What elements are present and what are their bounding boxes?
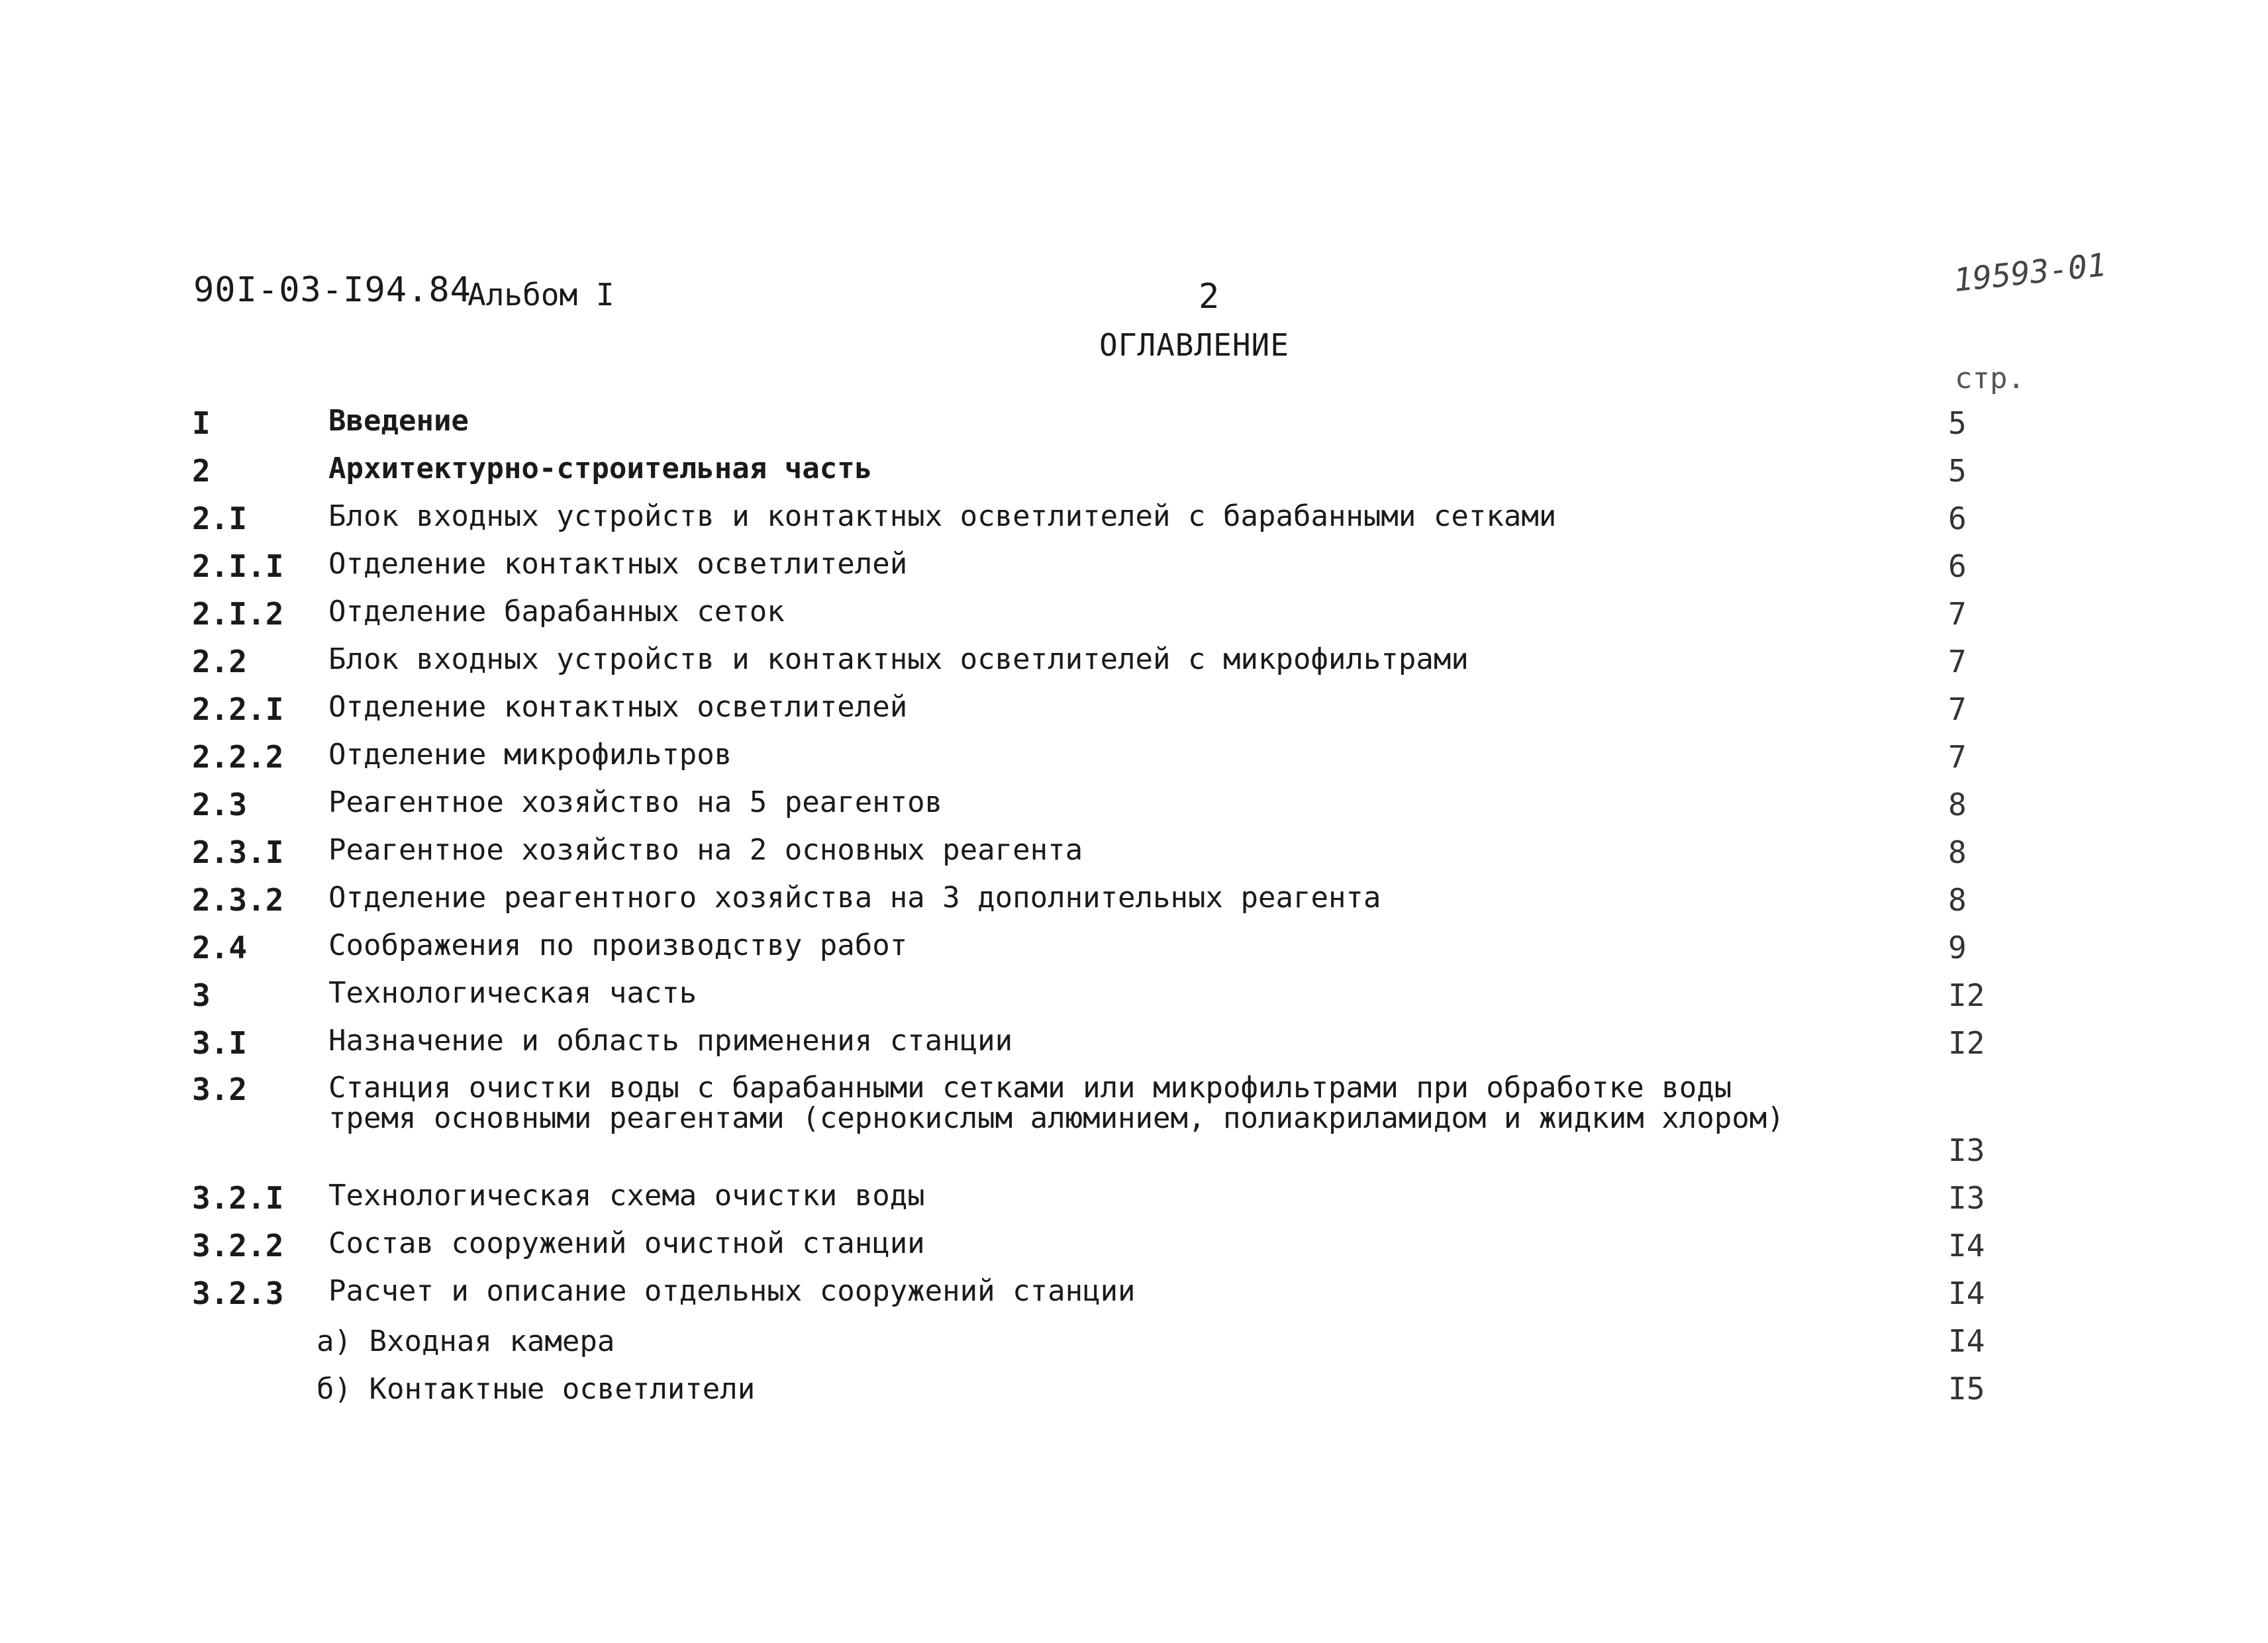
toc-page: 7 bbox=[1948, 644, 1967, 679]
toc-page: I4 bbox=[1948, 1323, 1985, 1359]
toc-number: 2.3 bbox=[192, 787, 248, 822]
toc-subrow bbox=[0, 1323, 2268, 1371]
toc-page: 8 bbox=[1948, 882, 1967, 918]
toc-page: 5 bbox=[1948, 453, 1967, 489]
toc-row bbox=[0, 644, 2268, 691]
toc-text: Назначение и область применения станции bbox=[328, 1024, 1013, 1058]
toc-title: ОГЛАВЛЕНИЕ bbox=[1099, 327, 1289, 363]
toc-page: I4 bbox=[1948, 1275, 1985, 1311]
toc-row bbox=[0, 1180, 2268, 1228]
toc-row bbox=[0, 977, 2268, 1025]
toc-number: 3.2.I bbox=[192, 1180, 284, 1216]
toc-page: 9 bbox=[1948, 930, 1967, 966]
toc-text: Введение bbox=[328, 404, 469, 438]
pages-column-label: стр. bbox=[1955, 362, 2025, 395]
toc-text: Состав сооружений очистной станции bbox=[328, 1226, 925, 1260]
toc-page: I3 bbox=[1948, 1132, 1985, 1168]
toc-page: 5 bbox=[1948, 405, 1967, 441]
toc-text: Соображения по производству работ bbox=[328, 928, 908, 962]
toc-text: Отделение контактных осветлителей bbox=[328, 690, 908, 724]
toc-row bbox=[0, 501, 2268, 548]
toc-subentry-text: б) Контактные осветлители bbox=[317, 1372, 756, 1406]
toc-subrow bbox=[0, 1371, 2268, 1419]
toc-text: Блок входных устройств и контактных осветлителей с микрофильтрами bbox=[328, 642, 1469, 676]
handwritten-stamp: 19593-01 bbox=[1951, 246, 2108, 299]
toc-number: 2.I.I bbox=[192, 548, 284, 584]
toc-number: 2 bbox=[192, 453, 211, 489]
toc-number: 3.2 bbox=[192, 1071, 248, 1107]
toc-text: Блок входных устройств и контактных осветлителей с барабанными сетками bbox=[328, 499, 1557, 533]
toc-number: 2.2.I bbox=[192, 691, 284, 727]
toc-page: 8 bbox=[1948, 834, 1967, 870]
toc-page: 8 bbox=[1948, 787, 1967, 822]
toc-row bbox=[0, 834, 2268, 882]
page-number: 2 bbox=[1199, 277, 1220, 317]
toc-number: I bbox=[192, 405, 211, 441]
toc-number: 3.I bbox=[192, 1025, 248, 1061]
toc-number: 2.2 bbox=[192, 644, 248, 679]
toc-row bbox=[0, 787, 2268, 834]
toc-number: 3.2.3 bbox=[192, 1275, 284, 1311]
toc-text: Реагентное хозяйство на 5 реагентов bbox=[328, 785, 943, 819]
toc-number: 2.2.2 bbox=[192, 739, 284, 775]
toc-number: 2.I bbox=[192, 501, 248, 536]
toc-page: 7 bbox=[1948, 596, 1967, 632]
toc-row bbox=[0, 1228, 2268, 1275]
toc-page: 7 bbox=[1948, 739, 1967, 775]
toc-number: 3 bbox=[192, 977, 211, 1013]
toc-page: I4 bbox=[1948, 1228, 1985, 1264]
toc-page: 6 bbox=[1948, 548, 1967, 584]
toc-row bbox=[0, 1025, 2268, 1073]
toc-text: Отделение реагентного хозяйства на 3 дополнительных реагента bbox=[328, 881, 1381, 915]
toc-row bbox=[0, 453, 2268, 501]
toc-row bbox=[0, 596, 2268, 644]
toc-row bbox=[0, 548, 2268, 596]
toc-row bbox=[0, 739, 2268, 787]
toc-number: 2.3.I bbox=[192, 834, 284, 870]
toc-row bbox=[0, 1071, 2268, 1177]
toc-page: I2 bbox=[1948, 1025, 1985, 1061]
toc-row bbox=[0, 1275, 2268, 1323]
toc-text: Технологическая часть bbox=[328, 976, 697, 1010]
toc-text: Отделение барабанных сеток bbox=[328, 595, 785, 628]
document-code: 90I-03-I94.84 bbox=[193, 270, 471, 310]
toc-row bbox=[0, 930, 2268, 977]
toc-page: 6 bbox=[1948, 501, 1967, 536]
toc-page: 7 bbox=[1948, 691, 1967, 727]
toc-text: Расчет и описание отдельных сооружений станции bbox=[328, 1274, 1136, 1308]
toc-row bbox=[0, 691, 2268, 739]
toc-page: I3 bbox=[1948, 1180, 1985, 1216]
toc-text: Станция очистки воды с барабанными сетками или микрофильтрами при обработке воды тремя основными реагентами (сернокислым алюминием, полиакриламидом и жидким хлором) bbox=[328, 1071, 1785, 1135]
toc-row bbox=[0, 882, 2268, 930]
toc-number: 2.3.2 bbox=[192, 882, 284, 918]
toc-page: I5 bbox=[1948, 1371, 1985, 1407]
toc-page: I2 bbox=[1948, 977, 1985, 1013]
toc-text: Архитектурно-строительная часть bbox=[328, 452, 873, 485]
toc-number: 2.4 bbox=[192, 930, 248, 966]
toc-row bbox=[0, 405, 2268, 453]
album-label: Альбом I bbox=[468, 277, 615, 313]
toc-subentry-text: а) Входная камера bbox=[317, 1324, 615, 1358]
toc-text: Отделение микрофильтров bbox=[328, 738, 732, 772]
toc-number: 3.2.2 bbox=[192, 1228, 284, 1264]
toc-text: Технологическая схема очистки воды bbox=[328, 1179, 925, 1213]
toc-text: Отделение контактных осветлителей bbox=[328, 547, 908, 581]
toc-number: 2.I.2 bbox=[192, 596, 284, 632]
toc-text: Реагентное хозяйство на 2 основных реагента bbox=[328, 833, 1083, 867]
